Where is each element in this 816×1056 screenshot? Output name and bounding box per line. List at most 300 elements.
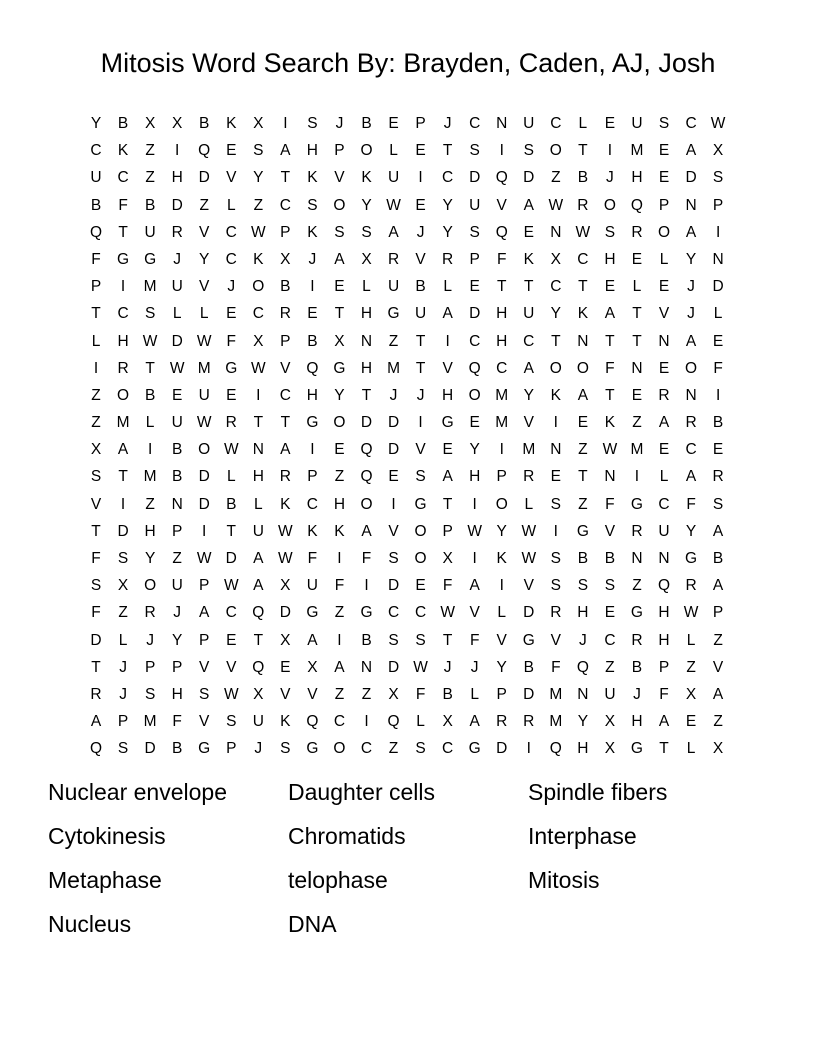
grid-cell: M xyxy=(549,713,563,731)
grid-cell: S xyxy=(307,196,318,214)
grid-cell: M xyxy=(143,468,157,486)
grid-cell: L xyxy=(91,332,101,350)
grid-cell: C xyxy=(442,740,454,758)
grid-cell: G xyxy=(306,414,319,432)
grid-cell: A xyxy=(658,713,670,731)
grid-cell: Q xyxy=(549,740,562,758)
grid-cell: X xyxy=(550,250,561,268)
grid-cell: A xyxy=(685,142,697,160)
grid-cell: A xyxy=(442,305,453,323)
grid-cell: Y xyxy=(144,550,156,567)
grid-cell: I xyxy=(337,631,342,649)
grid-cell: I xyxy=(607,142,613,160)
grid-cell: S xyxy=(334,223,345,241)
grid-cell: E xyxy=(415,577,426,595)
grid-cell: T xyxy=(442,631,453,649)
grid-cell: S xyxy=(469,223,480,241)
grid-cell: E xyxy=(307,305,318,323)
grid-cell: B xyxy=(523,658,534,676)
grid-cell: Q xyxy=(198,142,211,160)
grid-cell: X xyxy=(604,713,616,731)
grid-cell: H xyxy=(631,713,643,731)
grid-cell: E xyxy=(171,386,183,404)
grid-cell: Z xyxy=(172,550,182,567)
grid-cell: G xyxy=(117,250,130,268)
grid-cell: X xyxy=(280,250,291,268)
grid-cell: A xyxy=(685,468,697,486)
grid-cell: J xyxy=(416,223,425,241)
grid-cell: Z xyxy=(361,685,372,703)
grid-cell: Y xyxy=(523,386,534,404)
grid-cell: B xyxy=(307,332,318,350)
grid-cell: M xyxy=(495,414,509,432)
grid-cell: V xyxy=(550,631,561,649)
grid-cell: Z xyxy=(632,577,642,595)
grid-cell: Z xyxy=(145,495,155,513)
grid-cell: U xyxy=(387,278,400,296)
grid-cell: B xyxy=(361,631,372,649)
word-list-item: Metaphase xyxy=(48,867,162,893)
grid-cell: H xyxy=(658,631,670,649)
grid-cell: Y xyxy=(496,522,507,540)
grid-cell: I xyxy=(310,441,315,459)
grid-cell: Y xyxy=(550,305,561,323)
grid-row xyxy=(83,303,732,330)
grid-cell: F xyxy=(307,550,318,567)
grid-cell: Z xyxy=(388,332,399,350)
grid-cell: A xyxy=(334,250,345,268)
grid-cell: S xyxy=(307,115,318,132)
grid-cell: F xyxy=(172,713,182,731)
grid-cell: L xyxy=(118,631,128,649)
grid-cell: R xyxy=(685,577,697,595)
grid-cell: N xyxy=(685,386,697,404)
grid-cell: F xyxy=(118,196,128,214)
grid-cell: T xyxy=(632,305,642,323)
grid-cell: H xyxy=(171,169,183,187)
grid-cell: O xyxy=(198,441,211,459)
grid-cell: E xyxy=(226,305,237,323)
grid-cell: F xyxy=(686,495,696,513)
grid-cell: C xyxy=(414,604,427,622)
grid-cell: C xyxy=(117,169,129,187)
grid-cell: E xyxy=(712,441,724,459)
grid-cell: O xyxy=(360,495,373,513)
grid-cell: E xyxy=(469,414,480,432)
grid-cell: T xyxy=(632,332,642,350)
word-list-item: Interphase xyxy=(528,823,637,849)
grid-cell: H xyxy=(658,604,670,622)
grid-cell: R xyxy=(631,522,643,540)
grid-cell: F xyxy=(334,577,345,595)
word-list-item: DNA xyxy=(288,911,337,937)
grid-cell: Y xyxy=(361,196,372,214)
grid-row xyxy=(83,222,732,249)
word-list-item: Cytokinesis xyxy=(48,823,166,849)
grid-cell: M xyxy=(495,386,509,404)
grid-cell: X xyxy=(171,115,183,132)
grid-cell: E xyxy=(685,713,697,731)
grid-cell: K xyxy=(496,550,507,567)
grid-cell: L xyxy=(497,604,507,622)
grid-cell: H xyxy=(252,468,264,486)
grid-cell: G xyxy=(306,604,319,622)
grid-cell: Z xyxy=(118,604,128,622)
grid-cell: L xyxy=(253,495,263,513)
grid-cell: M xyxy=(197,359,211,377)
grid-cell: F xyxy=(496,250,507,268)
grid-cell: U xyxy=(469,196,481,214)
grid-cell: O xyxy=(549,142,562,160)
grid-cell: E xyxy=(631,386,643,404)
grid-cell: T xyxy=(415,332,426,350)
grid-cell: Q xyxy=(630,196,643,214)
grid-cell: H xyxy=(171,685,183,703)
grid-cell: P xyxy=(658,658,670,676)
grid-cell: I xyxy=(337,550,342,567)
grid-cell: C xyxy=(496,359,508,377)
grid-cell: N xyxy=(252,441,264,459)
grid-cell: S xyxy=(415,740,426,758)
grid-cell: D xyxy=(523,169,535,187)
grid-cell: J xyxy=(633,685,641,703)
grid-cell: E xyxy=(712,332,724,350)
grid-cell: S xyxy=(550,550,561,567)
grid-cell: D xyxy=(198,495,210,513)
grid-cell: K xyxy=(523,250,534,268)
grid-cell: S xyxy=(604,223,616,241)
grid-cell: K xyxy=(550,386,561,404)
grid-cell: R xyxy=(442,250,454,268)
grid-cell: A xyxy=(523,196,534,214)
grid-cell: W xyxy=(602,441,618,459)
grid-cell: C xyxy=(225,250,237,268)
grid-cell: D xyxy=(198,169,210,187)
grid-cell: C xyxy=(550,278,562,296)
grid-cell: S xyxy=(577,577,589,595)
grid-cell: L xyxy=(226,468,236,486)
grid-cell: A xyxy=(280,441,291,459)
grid-cell: E xyxy=(550,468,561,486)
grid-cell: C xyxy=(252,305,264,323)
grid-cell: X xyxy=(280,631,291,649)
grid-cell: Z xyxy=(605,658,615,676)
grid-row xyxy=(83,331,732,358)
grid-cell: A xyxy=(604,305,616,323)
grid-cell: R xyxy=(523,468,535,486)
grid-cell: K xyxy=(307,223,318,241)
grid-cell: R xyxy=(712,468,724,486)
grid-cell: J xyxy=(119,658,127,676)
grid-cell: B xyxy=(415,278,426,296)
grid-cell: Z xyxy=(713,713,723,731)
grid-cell: B xyxy=(604,550,616,567)
grid-cell: V xyxy=(496,631,507,649)
grid-cell: E xyxy=(604,604,616,622)
word-list-item: telophase xyxy=(288,867,388,893)
grid-cell: E xyxy=(415,142,426,160)
page-title: Mitosis Word Search By: Brayden, Caden, AJ, Josh xyxy=(100,48,716,78)
grid-cell: I xyxy=(202,522,207,540)
word-list-item: Nuclear envelope xyxy=(48,779,228,805)
grid-cell: A xyxy=(523,359,534,377)
grid-cell: C xyxy=(225,604,237,622)
grid-cell: J xyxy=(687,305,695,323)
grid-cell: Y xyxy=(90,115,102,132)
grid-cell: J xyxy=(606,169,614,187)
grid-cell: O xyxy=(657,223,671,241)
grid-cell: C xyxy=(469,115,481,132)
grid-cell: I xyxy=(472,495,477,513)
grid-cell: W xyxy=(223,685,239,703)
grid-cell: T xyxy=(524,278,534,296)
grid-cell: A xyxy=(712,685,724,703)
grid-cell: D xyxy=(712,278,724,296)
grid-row xyxy=(83,602,732,629)
grid-cell: T xyxy=(118,223,128,241)
grid-cell: V xyxy=(523,577,534,595)
grid-cell: V xyxy=(712,658,724,676)
grid-cell: C xyxy=(117,305,129,323)
grid-cell: K xyxy=(604,414,616,432)
grid-cell: I xyxy=(445,332,450,350)
grid-cell: D xyxy=(117,522,129,540)
grid-cell: X xyxy=(253,115,264,132)
grid-cell: L xyxy=(389,142,398,160)
grid-cell: F xyxy=(91,550,101,567)
grid-cell: H xyxy=(306,142,318,160)
grid-cell: E xyxy=(604,278,616,296)
grid-cell: I xyxy=(120,495,126,513)
grid-cell: X xyxy=(712,740,724,758)
grid-cell: D xyxy=(387,441,400,459)
grid-cell: L xyxy=(632,278,642,296)
grid-cell: Q xyxy=(387,713,400,731)
grid-cell: H xyxy=(360,359,373,377)
grid-cell: X xyxy=(144,115,156,132)
grid-cell: J xyxy=(335,115,344,132)
grid-cell: T xyxy=(605,332,615,350)
grid-cell: N xyxy=(550,223,562,241)
grid-cell: P xyxy=(334,142,345,160)
grid-cell: O xyxy=(333,196,346,214)
grid-cell: Y xyxy=(199,250,210,268)
grid-cell: O xyxy=(333,414,346,432)
grid-cell: V xyxy=(226,169,237,187)
grid-cell: F xyxy=(713,359,723,377)
grid-cell: Q xyxy=(495,223,508,241)
grid-cell: C xyxy=(685,441,697,459)
grid-cell: B xyxy=(171,468,183,486)
grid-cell: I xyxy=(256,386,261,404)
grid-cell: J xyxy=(173,604,182,622)
grid-cell: I xyxy=(553,414,558,432)
grid-cell: W xyxy=(386,196,401,214)
grid-cell: S xyxy=(199,685,210,703)
grid-cell: R xyxy=(577,196,589,214)
grid-cell: W xyxy=(710,115,726,132)
grid-cell: E xyxy=(658,278,670,296)
grid-cell: W xyxy=(223,441,239,459)
grid-cell: I xyxy=(526,740,531,758)
grid-cell: B xyxy=(361,115,372,132)
grid-row xyxy=(83,684,732,711)
grid-cell: T xyxy=(253,631,264,649)
grid-cell: U xyxy=(171,577,183,595)
grid-row xyxy=(83,249,732,276)
grid-cell: T xyxy=(496,278,507,296)
grid-cell: H xyxy=(117,332,129,350)
grid-cell: W xyxy=(548,196,564,214)
grid-cell: N xyxy=(658,332,670,350)
grid-cell: M xyxy=(143,278,157,296)
grid-cell: M xyxy=(549,685,563,703)
grid-cell: V xyxy=(199,223,210,241)
grid-cell: A xyxy=(307,631,318,649)
grid-cell: Z xyxy=(578,441,588,459)
grid-row xyxy=(83,494,732,521)
grid-cell: W xyxy=(278,522,293,540)
grid-cell: E xyxy=(604,115,616,132)
grid-cell: K xyxy=(280,713,291,731)
grid-row xyxy=(83,439,732,466)
grid-cell: Q xyxy=(468,359,481,377)
grid-cell: U xyxy=(658,522,670,540)
grid-cell: B xyxy=(90,196,102,214)
grid-cell: L xyxy=(199,305,209,323)
grid-cell: C xyxy=(442,169,454,187)
grid-cell: E xyxy=(226,386,237,404)
grid-cell: O xyxy=(495,495,508,513)
grid-cell: D xyxy=(496,740,508,758)
grid-cell: F xyxy=(551,658,561,676)
grid-cell: S xyxy=(144,305,156,323)
grid-cell: E xyxy=(658,142,670,160)
grid-cell: A xyxy=(253,550,264,567)
grid-cell: V xyxy=(442,359,453,377)
grid-cell: S xyxy=(415,468,426,486)
grid-cell: V xyxy=(604,522,616,540)
grid-cell: U xyxy=(523,115,535,132)
grid-cell: Z xyxy=(91,386,101,404)
grid-cell: B xyxy=(577,169,589,187)
grid-cell: C xyxy=(685,115,697,132)
grid-cell: T xyxy=(578,468,588,486)
grid-cell: X xyxy=(388,685,399,703)
grid-cell: G xyxy=(198,740,211,758)
grid-cell: T xyxy=(659,740,669,758)
grid-cell: R xyxy=(171,223,183,241)
grid-cell: C xyxy=(279,196,291,214)
grid-cell: R xyxy=(496,713,508,731)
grid-cell: X xyxy=(712,142,724,160)
grid-cell: Q xyxy=(89,223,103,241)
grid-cell: C xyxy=(387,604,400,622)
grid-cell: A xyxy=(442,468,453,486)
grid-cell: A xyxy=(361,522,372,540)
grid-cell: U xyxy=(171,414,183,432)
grid-cell: V xyxy=(523,414,534,432)
grid-cell: N xyxy=(631,359,643,377)
grid-cell: H xyxy=(577,604,589,622)
grid-cell: E xyxy=(658,169,670,187)
grid-cell: Y xyxy=(685,522,697,540)
grid-cell: X xyxy=(253,685,264,703)
grid-cell: Z xyxy=(145,142,155,160)
grid-cell: X xyxy=(280,577,291,595)
grid-cell: J xyxy=(470,658,479,676)
grid-cell: A xyxy=(685,223,697,241)
grid-cell: I xyxy=(715,386,721,404)
grid-cell: G xyxy=(576,522,589,540)
grid-cell: H xyxy=(144,522,156,540)
grid-cell: C xyxy=(523,332,535,350)
grid-cell: O xyxy=(414,522,427,540)
grid-cell: C xyxy=(90,142,102,160)
grid-cell: S xyxy=(388,631,399,649)
grid-cell: M xyxy=(630,441,644,459)
grid-cell: O xyxy=(603,196,616,214)
grid-cell: T xyxy=(415,359,426,377)
grid-cell: N xyxy=(577,332,589,350)
grid-cell: O xyxy=(549,359,562,377)
grid-cell: K xyxy=(226,115,237,132)
grid-cell: G xyxy=(441,414,454,432)
grid-cell: S xyxy=(712,495,724,513)
word-list-item: Nucleus xyxy=(48,911,132,937)
grid-cell: X xyxy=(334,332,345,350)
grid-cell: W xyxy=(521,522,537,540)
grid-cell: G xyxy=(685,550,698,567)
grid-cell: S xyxy=(361,223,372,241)
grid-cell: P xyxy=(199,631,210,649)
grid-cell: G xyxy=(225,359,238,377)
grid-cell: G xyxy=(522,631,535,649)
grid-cell: M xyxy=(522,441,536,459)
grid-cell: O xyxy=(117,386,130,404)
grid-cell: S xyxy=(144,685,156,703)
grid-cell: T xyxy=(91,305,101,323)
grid-cell: X xyxy=(442,713,453,731)
grid-row xyxy=(83,711,732,738)
grid-cell: I xyxy=(418,169,423,187)
grid-cell: N xyxy=(712,250,724,268)
grid-cell: P xyxy=(171,658,183,676)
grid-cell: O xyxy=(576,359,589,377)
grid-cell: Q xyxy=(306,359,319,377)
grid-cell: M xyxy=(143,713,157,731)
grid-cell: D xyxy=(198,468,210,486)
grid-cell: D xyxy=(685,169,697,187)
grid-cell: Z xyxy=(334,468,345,486)
grid-cell: B xyxy=(631,658,643,676)
grid-cell: T xyxy=(145,359,155,377)
grid-cell: L xyxy=(362,278,371,296)
grid-cell: K xyxy=(253,250,264,268)
grid-cell: V xyxy=(469,604,480,622)
grid-cell: U xyxy=(414,305,427,323)
grid-cell: J xyxy=(443,658,452,676)
grid-cell: I xyxy=(120,278,126,296)
grid-cell: T xyxy=(91,522,101,540)
grid-cell: T xyxy=(605,386,615,404)
grid-row xyxy=(83,113,732,140)
word-list-item: Mitosis xyxy=(528,867,600,893)
grid-cell: B xyxy=(712,550,724,567)
grid-cell: F xyxy=(91,604,101,622)
grid-cell: P xyxy=(496,468,507,486)
grid-cell: T xyxy=(91,658,101,676)
